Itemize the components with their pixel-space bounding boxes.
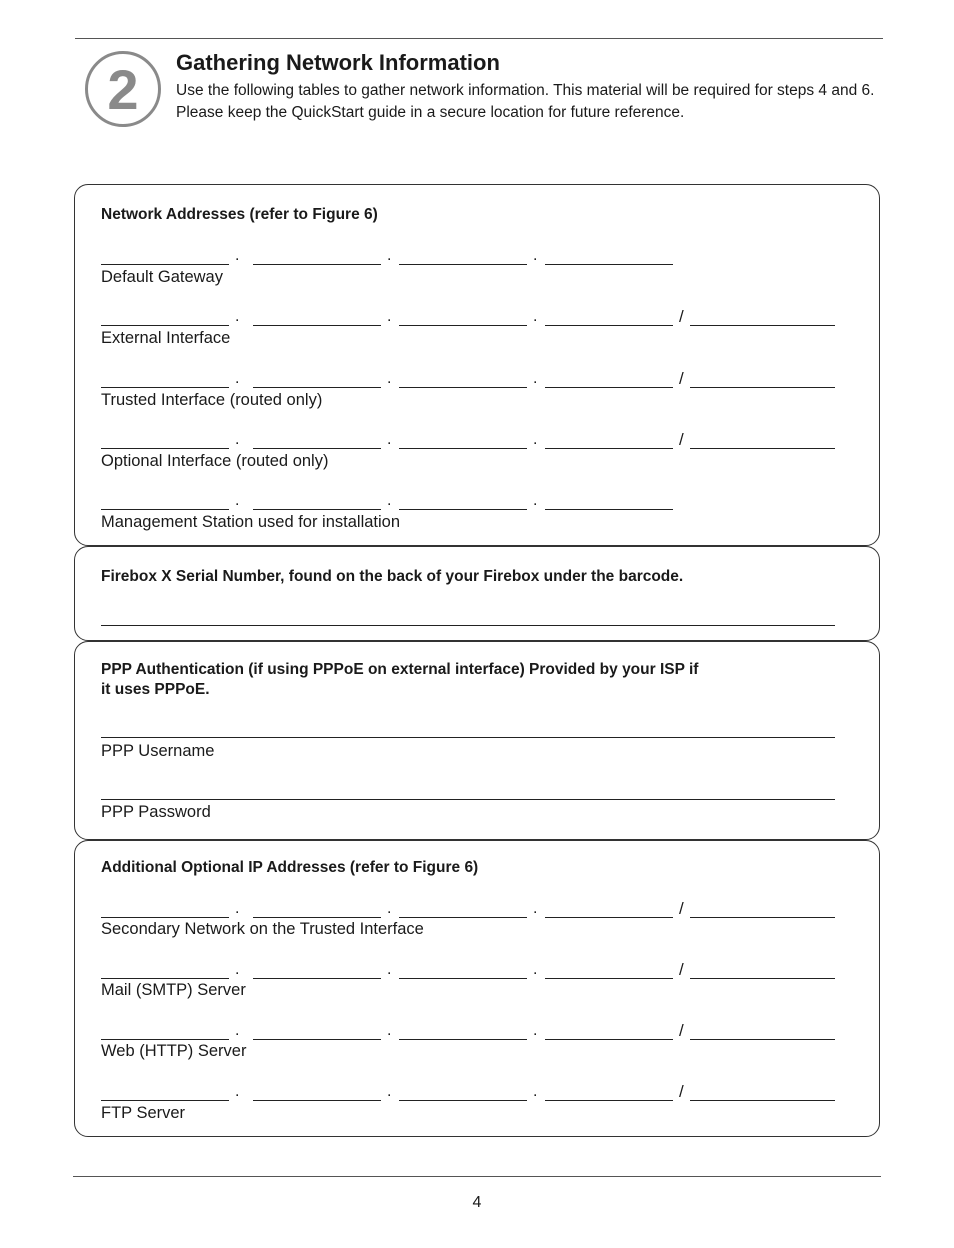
octet-separator: . (533, 370, 538, 387)
octet-blank[interactable] (101, 248, 229, 265)
section-title-line: PPP Authentication (if using PPPoE on external interface) Provided by your ISP if (101, 661, 699, 678)
field-label: Trusted Interface (routed only) (101, 391, 323, 409)
octet-blank[interactable] (399, 309, 527, 326)
octet-blank[interactable] (253, 371, 381, 388)
subnet-mask-blank[interactable] (690, 432, 835, 449)
additional-ip-section (74, 840, 880, 1137)
octet-separator: . (387, 1022, 392, 1039)
octet-blank[interactable] (399, 1023, 527, 1040)
mask-separator: / (679, 369, 684, 388)
section-title: Network Addresses (refer to Figure 6) (101, 206, 378, 223)
octet-separator: . (387, 900, 392, 917)
octet-separator: . (235, 247, 240, 264)
octet-separator: . (235, 1022, 240, 1039)
octet-separator: . (533, 247, 538, 264)
octet-blank[interactable] (101, 1084, 229, 1101)
octet-separator: . (235, 900, 240, 917)
octet-blank[interactable] (545, 1084, 673, 1101)
subnet-mask-blank[interactable] (690, 1023, 835, 1040)
octet-separator: . (533, 308, 538, 325)
subnet-mask-blank[interactable] (690, 309, 835, 326)
octet-blank[interactable] (253, 901, 381, 918)
octet-blank[interactable] (253, 1084, 381, 1101)
octet-separator: . (533, 1022, 538, 1039)
octet-blank[interactable] (101, 432, 229, 449)
field-label: PPP Username (101, 742, 215, 760)
section-title: Firebox X Serial Number, found on the back of your Firebox under the barcode. (101, 568, 684, 585)
octet-blank[interactable] (253, 962, 381, 979)
octet-separator: . (235, 431, 240, 448)
octet-separator: . (533, 900, 538, 917)
octet-separator: . (235, 492, 240, 509)
octet-blank[interactable] (545, 1023, 673, 1040)
field-label: Secondary Network on the Trusted Interface (101, 920, 424, 938)
octet-blank[interactable] (253, 309, 381, 326)
octet-separator: . (235, 961, 240, 978)
ppp-authentication-section (74, 641, 880, 840)
section-title: Additional Optional IP Addresses (refer to Figure 6) (101, 859, 479, 876)
octet-blank[interactable] (101, 371, 229, 388)
octet-separator: . (387, 492, 392, 509)
octet-separator: . (533, 1083, 538, 1100)
octet-blank[interactable] (101, 493, 229, 510)
field-label: FTP Server (101, 1104, 186, 1122)
field-label: Mail (SMTP) Server (101, 981, 246, 999)
octet-separator: . (387, 308, 392, 325)
octet-blank[interactable] (253, 1023, 381, 1040)
octet-separator: . (235, 1083, 240, 1100)
octet-separator: . (387, 247, 392, 264)
octet-separator: . (533, 492, 538, 509)
octet-blank[interactable] (545, 493, 673, 510)
octet-separator: . (387, 1083, 392, 1100)
octet-blank[interactable] (253, 248, 381, 265)
mask-separator: / (679, 1082, 684, 1101)
octet-blank[interactable] (399, 1084, 527, 1101)
section-title (101, 660, 801, 700)
octet-blank[interactable] (399, 371, 527, 388)
mask-separator: / (679, 430, 684, 449)
octet-separator: . (533, 961, 538, 978)
mask-separator: / (679, 1021, 684, 1040)
octet-blank[interactable] (101, 901, 229, 918)
octet-blank[interactable] (545, 248, 673, 265)
octet-blank[interactable] (545, 309, 673, 326)
octet-blank[interactable] (399, 962, 527, 979)
page-number: 4 (472, 1194, 482, 1211)
step-number-badge (85, 51, 161, 127)
field-label: PPP Password (101, 803, 211, 821)
octet-blank[interactable] (101, 962, 229, 979)
network-addresses-section (74, 184, 880, 546)
octet-blank[interactable] (399, 493, 527, 510)
field-label: Web (HTTP) Server (101, 1042, 247, 1060)
octet-blank[interactable] (399, 901, 527, 918)
octet-blank[interactable] (253, 432, 381, 449)
octet-separator: . (387, 961, 392, 978)
intro-text: Use the following tables to gather network information. This material will be required for steps 4 and 6. Please keep the QuickStart guide in a secure location for future reference. (176, 82, 875, 121)
octet-separator: . (387, 370, 392, 387)
field-label: Optional Interface (routed only) (101, 452, 329, 470)
field-label: Default Gateway (101, 268, 223, 286)
ppp-username-field[interactable] (101, 737, 835, 738)
subnet-mask-blank[interactable] (690, 901, 835, 918)
step-number: 2 (107, 58, 139, 121)
octet-blank[interactable] (545, 432, 673, 449)
field-label: External Interface (101, 329, 231, 347)
top-rule (75, 38, 883, 39)
subnet-mask-blank[interactable] (690, 962, 835, 979)
section-title-line: it uses PPPoE. (101, 681, 210, 698)
octet-separator: . (533, 431, 538, 448)
serial-number-field[interactable] (101, 625, 835, 626)
octet-blank[interactable] (545, 371, 673, 388)
octet-blank[interactable] (101, 309, 229, 326)
octet-blank[interactable] (253, 493, 381, 510)
mask-separator: / (679, 899, 684, 918)
bottom-rule (73, 1176, 881, 1177)
serial-number-section (74, 546, 880, 641)
octet-separator: . (235, 308, 240, 325)
subnet-mask-blank[interactable] (690, 371, 835, 388)
octet-blank[interactable] (545, 962, 673, 979)
field-label: Management Station used for installation (101, 513, 401, 531)
page-title: Gathering Network Information (176, 50, 500, 75)
mask-separator: / (679, 307, 684, 326)
octet-blank[interactable] (399, 248, 527, 265)
octet-separator: . (387, 431, 392, 448)
ppp-password-field[interactable] (101, 799, 835, 800)
octet-blank[interactable] (399, 432, 527, 449)
subnet-mask-blank[interactable] (690, 1084, 835, 1101)
octet-blank[interactable] (101, 1023, 229, 1040)
octet-blank[interactable] (545, 901, 673, 918)
mask-separator: / (679, 960, 684, 979)
octet-separator: . (235, 370, 240, 387)
